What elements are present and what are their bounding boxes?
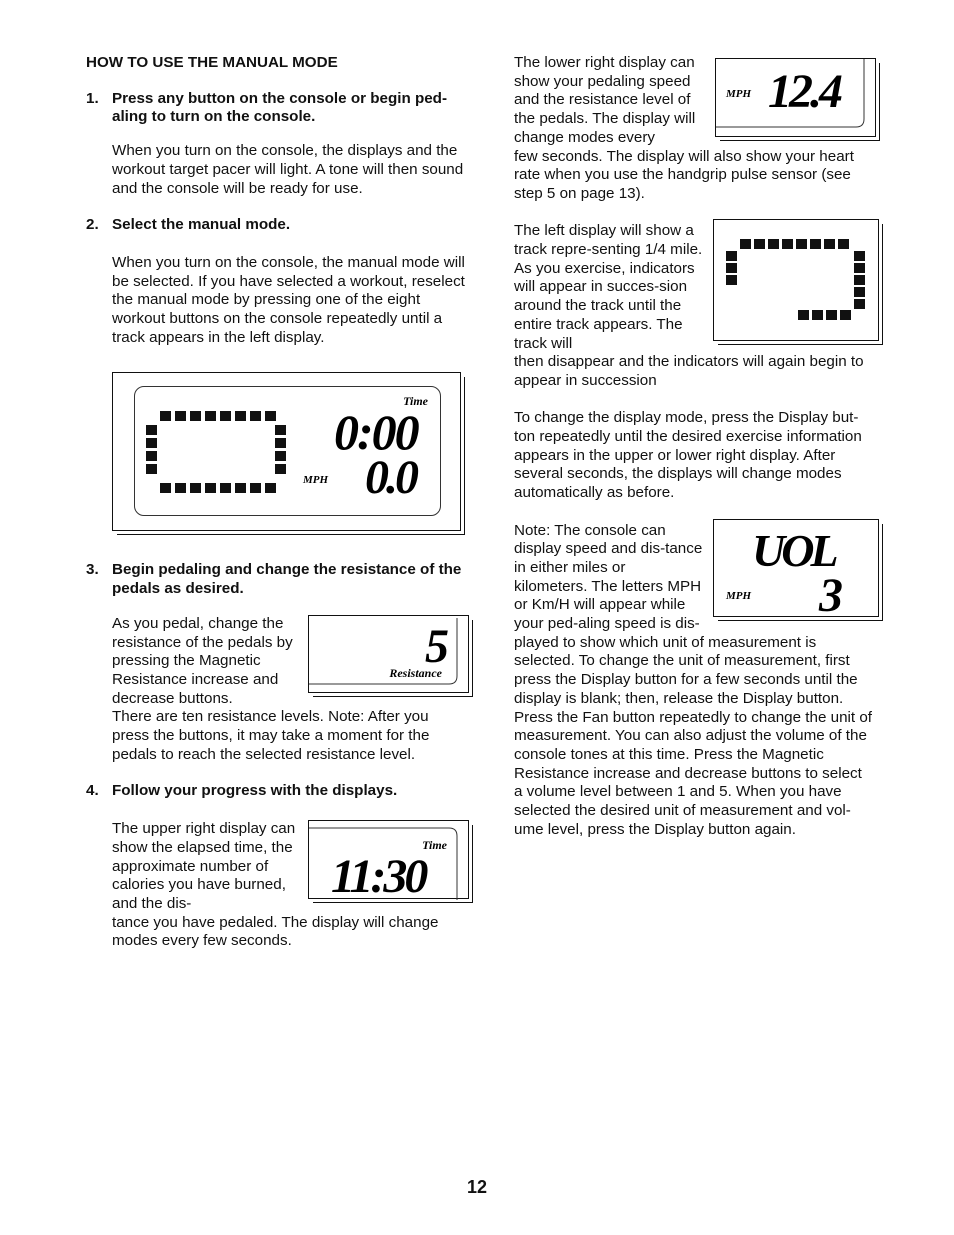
step-1-title: 1. Press any button on the console or begin ped-aling to turn on the console. [86,89,448,126]
time-display [308,820,469,899]
left-display-section: The left display will show a track repre-senting 1/4 mile. As you exercise, indicators will appear in succes-sion around the track until the entire track appears. The track will then disappear and the indicators will again begin to appear in succession [514,222,874,390]
resistance-value: 5 [425,619,449,673]
volume-bottom-value: 3 [819,568,843,618]
speed-display-value: 12.4 [768,65,840,118]
main-digits [113,373,462,532]
section-heading: HOW TO USE THE MANUAL MODE [86,54,338,71]
track-display [713,219,879,341]
resistance-display [308,615,469,693]
step-2-body: When you turn on the console, the manual mode will be selected. If you have selected a workout, reselect the manual mode by pressing one of the eight workout buttons on the console repeatedly until a track appears in the left display. [112,253,465,346]
speed-display [715,58,876,137]
step-2-title: 2. Select the manual mode. [86,216,291,234]
lower-right-display-section: MPH 12.4 The lower right display can show your pedaling speed and the resistance level of the pedals. The display will change modes every few seconds. The display will also show your heart rate when you use the handgrip pulse sensor (see step 5 on page 13). [514,54,874,204]
time-display-label: Time [422,838,447,853]
volume-top-value: UOL [752,524,835,576]
step-3-title: 3. Begin pedaling and change the resistance of the pedals as desired. [86,561,462,598]
speed-value: 0.0 [365,451,416,505]
time-label: Time [403,394,428,409]
speed-unit-label: MPH [303,474,329,487]
display-mode-paragraph: To change the display mode, press the Display but-ton repeatedly until the desired exercise information appears in the upper or lower right display. After several seconds, the displays will change modes automatically as before. [514,409,862,502]
lcd-screen [134,386,441,516]
step-3-body: 5 Resistance As you pedal, change the resistance of the pedals by pressing the Magnetic Resistance increase and decrease buttons. There are ten resistance levels. Note: After you press the buttons, it may take a moment for the pedals to reach the selected resistance level. [86,615,466,765]
time-value: 0:00 [334,404,418,461]
step-4-body: Time 11:30 The upper right display can show the elapsed time, the approximate number of calories you have burned, and the dis- tance you have pedaled. The display will change modes every few seconds. [86,820,466,951]
step-1-body: When you turn on the console, the displays and the workout target pacer will light. A tone will then sound and the console will be ready for use. [112,142,464,197]
speed-display-label: MPH [726,88,752,100]
right-column [514,54,874,839]
left-column [86,54,466,951]
volume-display [713,519,879,617]
step-4-title: 4. Follow your progress with the displays. [86,782,398,800]
page-number: 12 [466,1177,488,1197]
units-note-section: UOL MPH 3 Note: The console can display speed and dis-tance in either miles or kilometers. The letters MPH or Km/H will appear while your ped-aling speed is dis- played to show which unit of measurement is selected. To change the unit of measurement, first press the Display button for a few seconds until the display is blank; then, release the Display button. Press the Fan button repeatedly to change the unit of measurement. You can also adjust the volume of the console tones at this time. Press the Magnetic Resistance increase and decrease buttons to select a volume level between 1 and 5. When you have selected the desired unit of measurement and vol-ume level, press the Display button again. [514,522,874,840]
time-display-value: 11:30 [331,850,426,901]
volume-unit-label: MPH [726,589,752,602]
main-console-display [112,372,461,531]
resistance-label: Resistance [389,665,442,680]
